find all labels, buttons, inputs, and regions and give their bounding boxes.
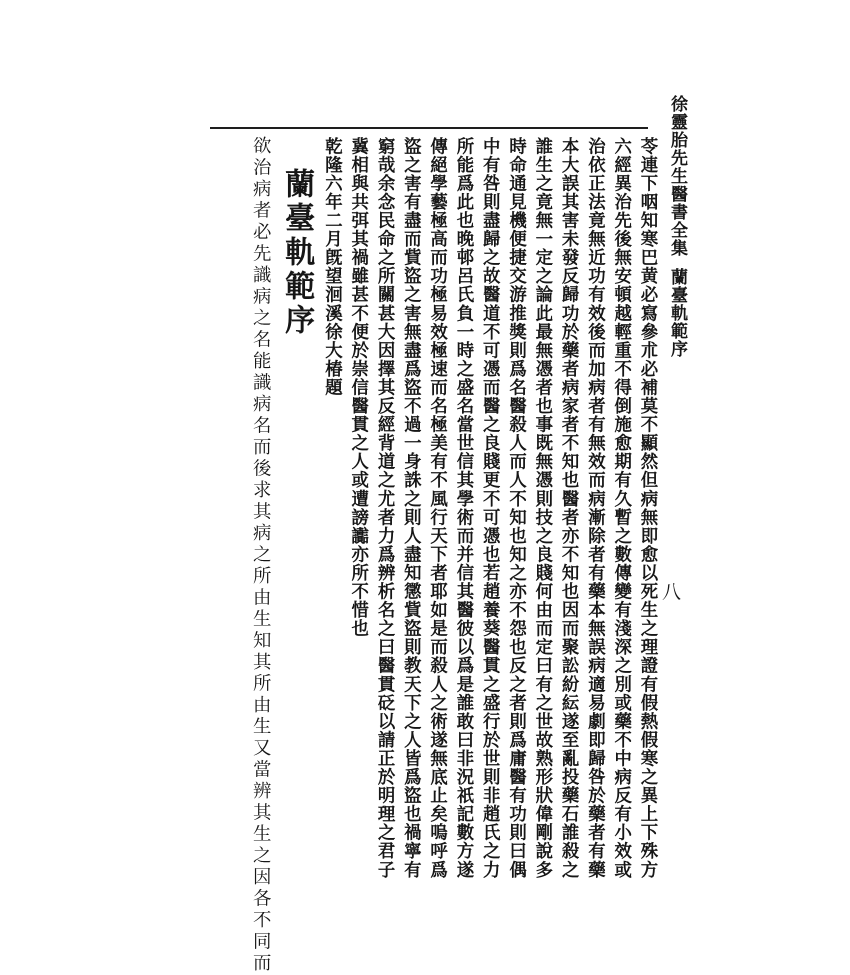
date-signature: 乾隆六年二月旣望洄溪徐大椿題 [321, 137, 342, 397]
preface-line: 苓連下咽知寒巴黄必寫參朮必補莫不顯然但病無即愈以死生之理證有假熱假寒之異上下殊方 [637, 137, 657, 879]
preface-line: 盜之害有盡而貲盜之害無盡爲盜不過一身誅之則人盡知懲貲盜則教天下之人皆爲盜也禍寧有 [400, 137, 421, 879]
preface-line: 中有咎則盡歸之故醫道不可憑而醫之良賤更不可憑也若趙養葵醫貫之盛行於世則非趙氏之力 [479, 137, 500, 879]
preface-line: 六經異治先後無安頓越輕重不得倒施愈期有久暫之數傳變有淺深之別或藥不中病反有小效或 [610, 137, 631, 879]
preface-line: 時命通見機便捷交游推獎則爲名醫殺人而人不知也知之亦不怨也反之者則爲庸醫有功則曰偶 [505, 137, 526, 879]
preface-line: 本大誤其害未發反歸功於藥者病家者不知也醫者亦不知也因而聚訟紛紜遂至亂投藥石誰殺之 [558, 137, 579, 879]
preface-line: 冀相與共弭其禍雖甚不便於崇信醫貫之人或遭謗讟亦所不惜也 [347, 137, 368, 638]
running-header-section: 蘭臺軌範序 [667, 268, 687, 358]
preface-line: 治依正法竟無近功有效後而加病者有無效而病漸除者有藥本無誤病適易劇即歸咎於藥者有藥 [584, 137, 605, 879]
preface-line: 所能爲此也晚邨呂氏負一時之盛名當世信其學術而并信其醫彼以爲是誰敢曰非況祇記數方遂 [452, 137, 473, 879]
preface-line: 誰生之竟無一定之論此最無憑者也事既無憑則技之良賤何由而定曰有之世故熟形狀偉剛說多 [531, 137, 552, 879]
preface-line: 窮哉余念民命之所關甚大因擇其反經背道之尤者力爲辨析名之曰醫貫砭以請正於明理之君子 [374, 137, 395, 879]
chapter-heading: 蘭臺軌範序 [279, 168, 315, 338]
preface-line: 傳絕學藝極高而功極易效極速而名極美有不風行天下者耶如是而殺人之術遂無底止矣嗚呼爲 [426, 137, 447, 879]
page-number: 八 [659, 582, 681, 601]
text-block [200, 128, 660, 975]
chapter-body-line: 欲治病者必先識病之名能識病名而後求其病之所由生知其所由生又當辨其生之因各不同而 [250, 136, 272, 975]
running-header-title: 徐靈胎先生醫書全集 [667, 95, 687, 257]
